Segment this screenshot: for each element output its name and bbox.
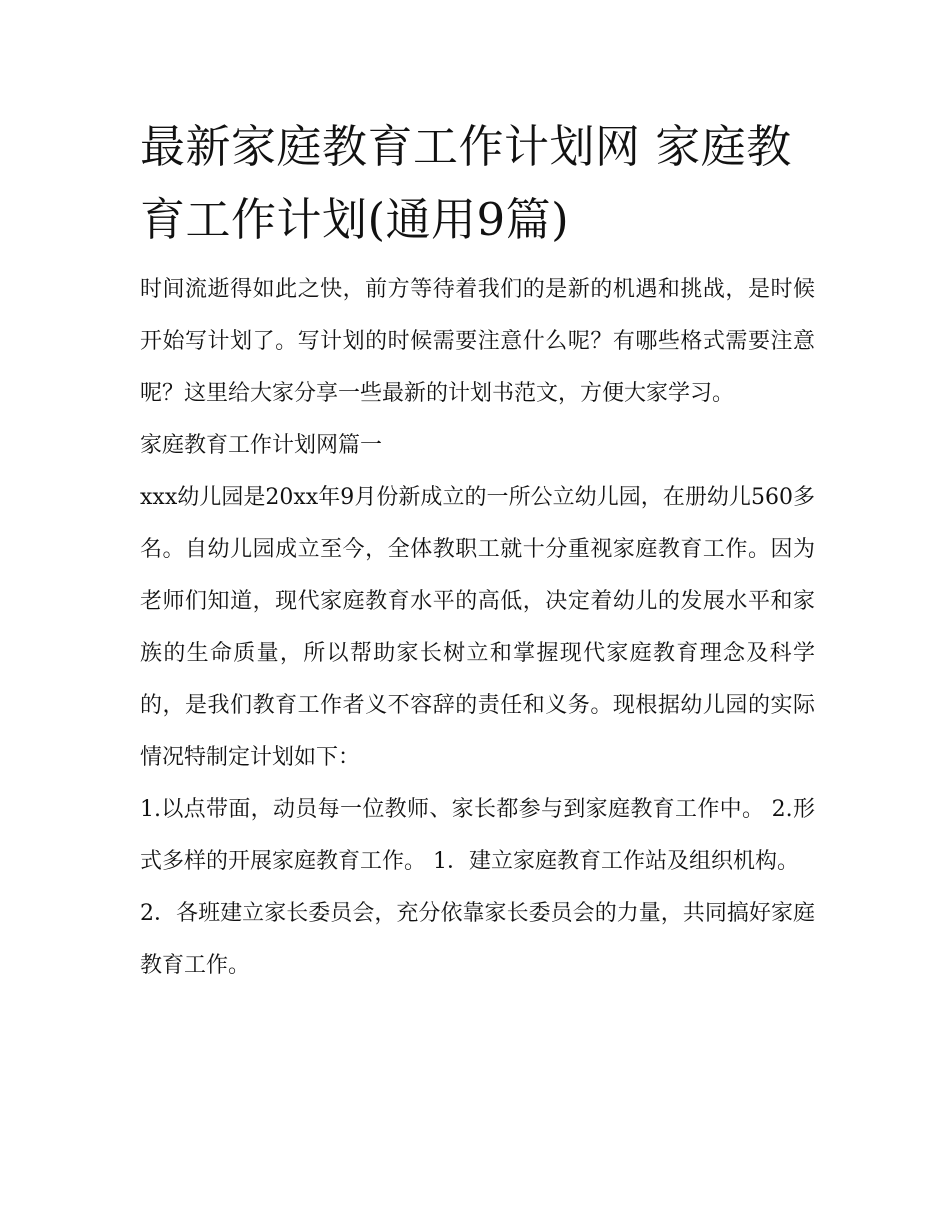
body-paragraph: 1.以点带面，动员每一位教师、家长都参与到家庭教育工作中。 2.形式多样的开展家庭教育工作。 1．建立家庭教育工作站及组织机构。 bbox=[140, 797, 815, 874]
intro-paragraph: 时间流逝得如此之快，前方等待着我们的是新的机遇和挑战，是时候开始写计划了。写计划的时候需要注意什么呢？有哪些格式需要注意呢？这里给大家分享一些最新的计划书范文，方便大家学习。 bbox=[140, 277, 815, 406]
body-paragraph: 2．各班建立家长委员会，充分依靠家长委员会的力量，共同搞好家庭教育工作。 bbox=[140, 901, 815, 978]
document-body bbox=[140, 110, 815, 992]
document-title: 最新家庭教育工作计划网 家庭教育工作计划(通用9篇) bbox=[140, 120, 792, 246]
section-heading: 家庭教育工作计划网篇一 bbox=[140, 433, 383, 458]
body-paragraph: xxx幼儿园是20xx年9月份新成立的一所公立幼儿园，在册幼儿560多名。自幼儿园成立至今，全体教职工就十分重视家庭教育工作。因为老师们知道，现代家庭教育水平的高低，决定着幼儿的发展水平和家族的生命质量，所以帮助家长树立和掌握现代家庭教育理念及科学的，是我们教育工作者义不容辞的责任和义务。现根据幼儿园的实际情况特制定计划如下： bbox=[140, 485, 815, 770]
